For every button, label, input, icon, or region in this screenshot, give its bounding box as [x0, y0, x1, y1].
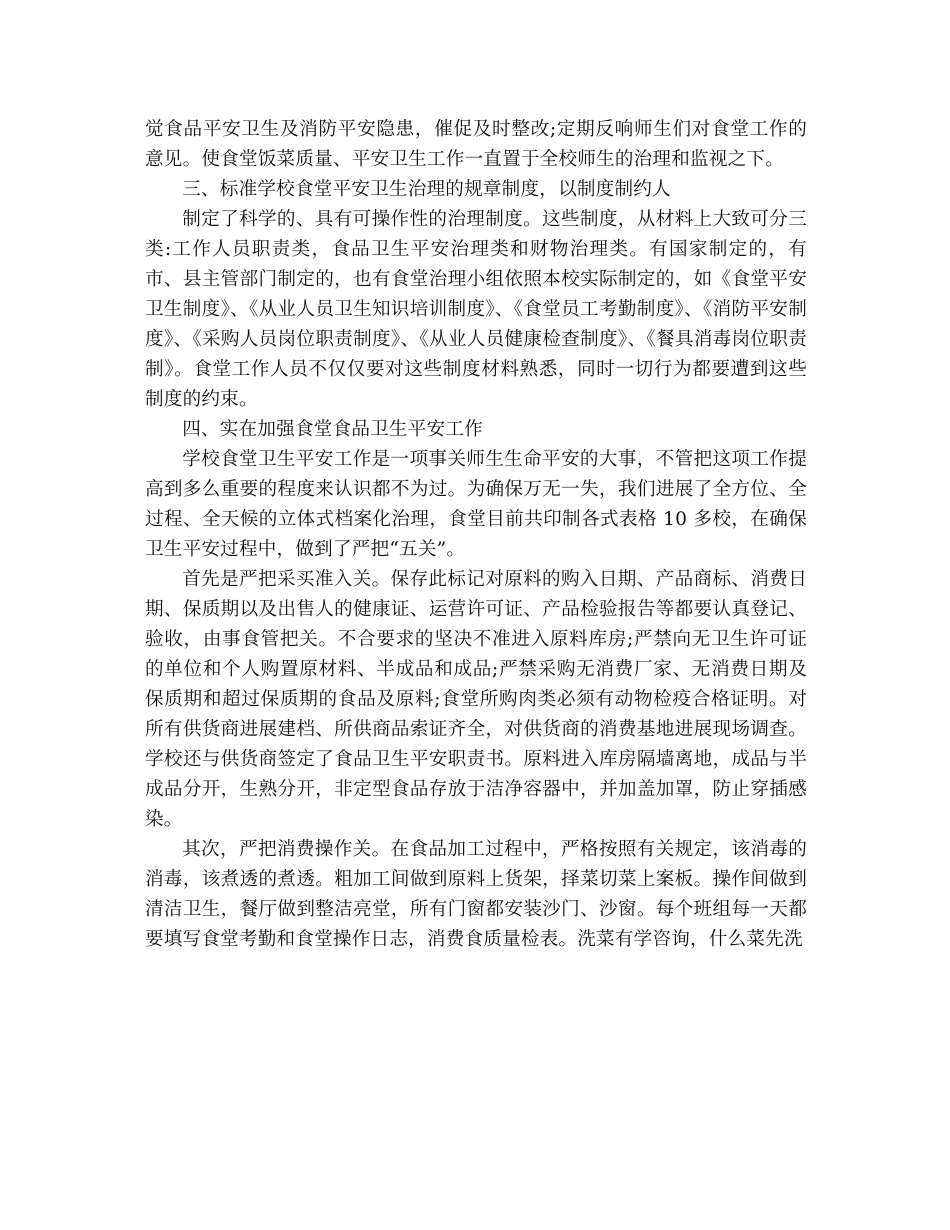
paragraph-regulations: 制定了科学的、具有可操作性的治理制度。这些制度，从材料上大致可分三类:工作人员职责类，食品卫生平安治理类和财物治理类。有国家制定的，有市、县主管部门制定的，也有食堂治理小组依照本校实际制定的，如《食堂平安卫生制度》、《从业人员卫生知识培训制度》、《食堂员工考勤制度》、《消防平安制度》、《采购人员岗位职责制度》、《从业人员健康检查制度》、《餐具消毒岗位职责制》。食堂工作人员不仅仅要对这些制度材料熟悉，同时一切行为都要遭到这些制度的约束。: [145, 209, 807, 410]
paragraph-continuation: 觉食品平安卫生及消防平安隐患，催促及时整改;定期反响师生们对食堂工作的意见。使食堂饭菜质量、平安卫生工作一直置于全校师生的治理和监视之下。: [145, 119, 807, 170]
document-body: [145, 115, 807, 955]
paragraph-operation: 其次，严把消费操作关。在食品加工过程中，严格按照有关规定，该消毒的消毒，该煮透的煮透。粗加工间做到原料上货架，择菜切菜上案板。操作间做到清洁卫生，餐厅做到整洁亮堂，所有门窗都安装沙门、沙窗。每个班组每一天都要填写食堂考勤和食堂操作日志，消费食质量检表。洗菜有学咨询，什么菜先洗: [145, 839, 807, 950]
paragraph-procurement: 首先是严把采买准入关。保存此标记对原料的购入日期、产品商标、消费日期、保质期以及出售人的健康证、运营许可证、产品检验报告等都要认真登记、验收，由事食管把关。不合要求的坚决不准进入原料库房;严禁向无卫生许可证的单位和个人购置原材料、半成品和成品;严禁采购无消费厂家、无消费日期及保质期和超过保质期的食品及原料;食堂所购肉类必须有动物检疫合格证明。对所有供货商进展建档、所供商品索证齐全，对供货商的消费基地进展现场调查。学校还与供货商签定了食品卫生平安职责书。原料进入库房隔墙离地，成品与半成品分开，生熟分开，非定型食品存放于洁净容器中，并加盖加罩，防止穿插感染。: [145, 569, 807, 830]
section-heading-3: 三、标准学校食堂平安卫生治理的规章制度，以制度制约人: [182, 179, 671, 200]
paragraph-safety-overview: 学校食堂卫生平安工作是一项事关师生生命平安的大事，不管把这项工作提高到多么重要的程度来认识都不为过。为确保万无一失，我们进展了全方位、全过程、全天候的立体式档案化治理，食堂目前共印制各式表格 10 多校，在确保卫生平安过程中，做到了严把“五关”。: [145, 449, 807, 560]
section-heading-4: 四、实在加强食堂食品卫生平安工作: [182, 419, 483, 440]
